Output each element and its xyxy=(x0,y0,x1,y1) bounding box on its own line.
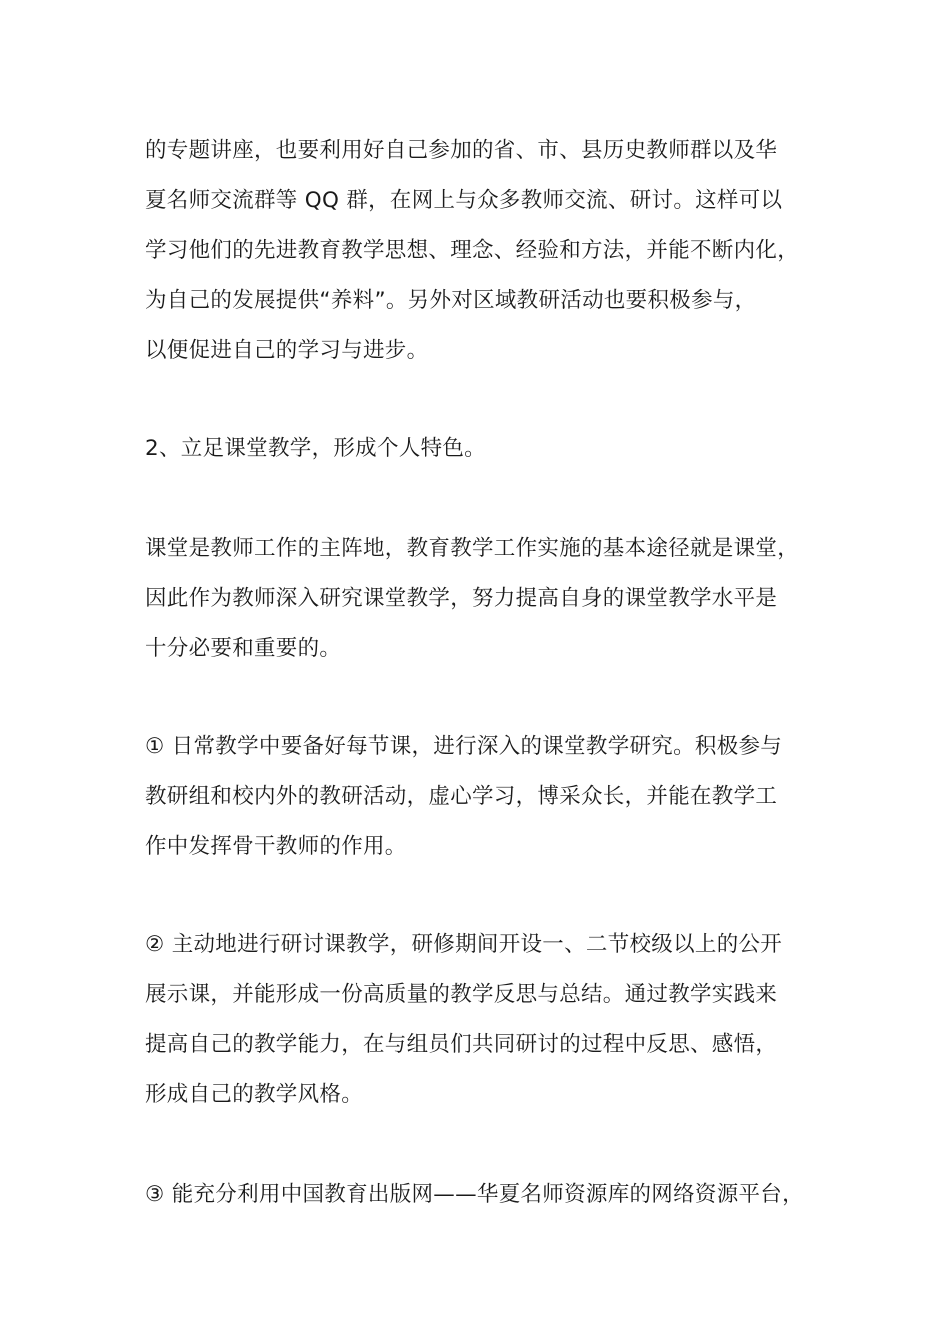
list-item-line: 形成自己的教学风格。 xyxy=(145,1082,364,1107)
paragraph-line: 十分必要和重要的。 xyxy=(145,636,342,661)
list-item-line: ② 主动地进行研讨课教学，研修期间开设一、二节校级以上的公开 xyxy=(145,932,783,957)
paragraph-line: 课堂是教师工作的主阵地，教育教学工作实施的基本途径就是课堂， xyxy=(145,536,800,561)
list-item-line: 提高自己的教学能力，在与组员们共同研讨的过程中反思、感悟， xyxy=(145,1032,778,1057)
section-heading: 2、立足课堂教学，形成个人特色。 xyxy=(145,436,486,461)
paragraph-line: 以便促进自己的学习与进步。 xyxy=(145,338,429,363)
list-item-line: 作中发挥骨干教师的作用。 xyxy=(145,834,407,859)
paragraph-line: 夏名师交流群等 QQ 群，在网上与众多教师交流、研讨。这样可以 xyxy=(145,188,783,213)
paragraph-line: 因此作为教师深入研究课堂教学，努力提高自身的课堂教学水平是 xyxy=(145,586,778,611)
list-item-line: 展示课，并能形成一份高质量的教学反思与总结。通过教学实践来 xyxy=(145,982,778,1007)
paragraph-line: 的专题讲座，也要利用好自己参加的省、市、县历史教师群以及华 xyxy=(145,138,778,163)
list-item-line: ① 日常教学中要备好每节课，进行深入的课堂教学研究。积极参与 xyxy=(145,734,783,759)
list-item-line: ③ 能充分利用中国教育出版网——华夏名师资源库的网络资源平台， xyxy=(145,1182,804,1207)
list-item-line: 教研组和校内外的教研活动，虚心学习，博采众长，并能在教学工 xyxy=(145,784,778,809)
paragraph-line: 为自己的发展提供“养料”。另外对区域教研活动也要积极参与， xyxy=(145,288,757,313)
paragraph-line: 学习他们的先进教育教学思想、理念、经验和方法，并能不断内化， xyxy=(145,238,800,263)
